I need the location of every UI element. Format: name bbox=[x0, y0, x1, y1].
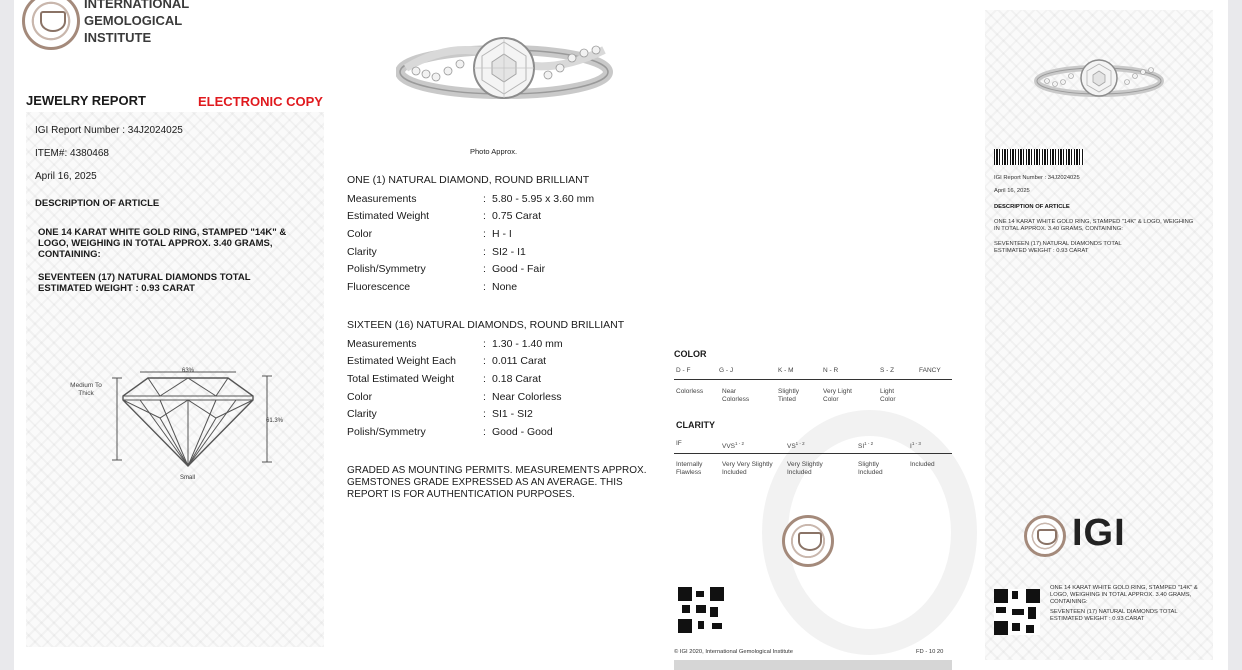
spec-value: Good - Good bbox=[492, 426, 553, 438]
spec-value: 0.011 Carat bbox=[492, 355, 547, 367]
clarity-label: Slightly Included bbox=[858, 461, 883, 476]
clarity-grade bbox=[722, 440, 744, 451]
color-label: Colorless bbox=[676, 388, 704, 395]
color-grade: G - J bbox=[719, 367, 734, 374]
description-article: ONE 14 KARAT WHITE GOLD RING, STAMPED "14K" & LOGO, WEIGHING IN TOTAL APPROX. 3.40 GRAMS, CONTAINING: bbox=[38, 227, 287, 260]
institute-name-line3: INSTITUTE bbox=[84, 30, 152, 45]
clarity-label: Internally Flawless bbox=[676, 461, 703, 476]
stub-description-article: ONE 14 KARAT WHITE GOLD RING, STAMPED "14K" & LOGO, WEIGHING IN TOTAL APPROX. 3.40 GRAMS, CONTAINING: bbox=[994, 219, 1194, 232]
clarity-grade-text: IF bbox=[676, 440, 682, 447]
color-label: Very Light Color bbox=[823, 388, 852, 403]
depth-percent-label: 61.3% bbox=[266, 418, 284, 424]
form-code: FD - 10 20 bbox=[916, 649, 944, 655]
qr-code bbox=[678, 587, 724, 633]
grading-note: GRADED AS MOUNTING PERMITS. MEASUREMENTS APPROX. GEMSTONES GRADE EXPRESSED AS AN AVERAGE. THIS REPORT IS FOR AUTHENTICATION PURPOSES. bbox=[347, 465, 647, 500]
stub-date: April 16, 2025 bbox=[994, 188, 1030, 194]
color-grade: N - R bbox=[823, 367, 839, 374]
ring-photo bbox=[396, 28, 614, 110]
clarity-grade-sup: 1 - 3 bbox=[911, 441, 921, 446]
spec-label: Color bbox=[347, 391, 373, 403]
color-grade: FANCY bbox=[919, 367, 941, 374]
clarity-label: Very Very Slightly Included bbox=[722, 461, 773, 476]
spec-label: Color bbox=[347, 228, 373, 240]
spec-label: Total Estimated Weight bbox=[347, 373, 455, 385]
clarity-grade bbox=[676, 440, 682, 448]
color-scale-heading: COLOR bbox=[674, 349, 707, 359]
clarity-grade bbox=[787, 440, 805, 451]
spec-value: Near Colorless bbox=[492, 391, 562, 403]
spec-label: Fluorescence bbox=[347, 281, 411, 293]
spec-label: Polish/Symmetry bbox=[347, 426, 426, 438]
photo-caption: Photo Approx. bbox=[470, 147, 518, 156]
description-diamonds: SEVENTEEN (17) NATURAL DIAMONDS TOTAL ESTIMATED WEIGHT : 0.93 CARAT bbox=[38, 272, 251, 294]
spec-label: Measurements bbox=[347, 338, 417, 350]
spec-value: SI2 - I1 bbox=[492, 246, 526, 258]
stub-description-heading: DESCRIPTION OF ARTICLE bbox=[994, 204, 1070, 210]
report-number: IGI Report Number : 34J2024025 bbox=[35, 125, 183, 136]
igi-logo-text: IGI bbox=[1072, 512, 1126, 554]
security-pattern-right bbox=[985, 10, 1213, 660]
color-label: Light Color bbox=[880, 388, 896, 403]
spec-value: SI1 - SI2 bbox=[492, 408, 533, 420]
spec-label: Clarity bbox=[347, 408, 377, 420]
institute-name-line2: GEMOLOGICAL bbox=[84, 13, 183, 28]
igi-seal-center bbox=[782, 515, 834, 567]
spec-value: Good - Fair bbox=[492, 263, 546, 275]
report-title: JEWELRY REPORT bbox=[26, 93, 146, 108]
description-heading: DESCRIPTION OF ARTICLE bbox=[35, 198, 160, 209]
igi-seal-stub bbox=[1024, 515, 1066, 557]
spec-value: 1.30 - 1.40 mm bbox=[492, 338, 563, 350]
color-grade: K - M bbox=[778, 367, 794, 374]
footer-bar bbox=[674, 660, 952, 670]
clarity-grade-text: I bbox=[910, 443, 912, 451]
spec-value: 5.80 - 5.95 x 3.60 mm bbox=[492, 193, 595, 205]
color-scale-rule bbox=[674, 379, 952, 380]
stub-ring-photo bbox=[1033, 54, 1165, 104]
center-stone-heading: ONE (1) NATURAL DIAMOND, ROUND BRILLIANT bbox=[347, 174, 590, 186]
color-label: Near Colorless bbox=[722, 388, 750, 403]
color-grade: D - F bbox=[676, 367, 691, 374]
spec-value: H - I bbox=[492, 228, 512, 240]
clarity-label: Very Slightly Included bbox=[787, 461, 823, 476]
clarity-grade-text: VS bbox=[787, 443, 796, 451]
spec-label: Estimated Weight Each bbox=[347, 355, 456, 367]
clarity-grade-text: SI bbox=[858, 443, 865, 451]
clarity-grade-text: VVS bbox=[722, 443, 736, 451]
item-number: ITEM#: 4380468 bbox=[35, 148, 109, 159]
culet-label: Small bbox=[180, 475, 196, 481]
color-grade: S - Z bbox=[880, 367, 895, 374]
stub-qr-text-diamonds: SEVENTEEN (17) NATURAL DIAMONDS TOTAL ESTIMATED WEIGHT : 0.93 CARAT bbox=[1050, 609, 1178, 622]
color-label: Slightly Tinted bbox=[778, 388, 799, 403]
clarity-grade bbox=[910, 440, 921, 451]
clarity-grade-sup: 1 - 2 bbox=[735, 441, 745, 446]
diamond-proportions-diagram bbox=[60, 358, 300, 483]
table-percent-label: 63% bbox=[182, 368, 195, 374]
institute-name-line1: INTERNATIONAL bbox=[84, 0, 190, 11]
stub-description-diamonds: SEVENTEEN (17) NATURAL DIAMONDS TOTAL ESTIMATED WEIGHT : 0.93 CARAT bbox=[994, 241, 1122, 254]
spec-value: 0.18 Carat bbox=[492, 373, 542, 385]
spec-label: Measurements bbox=[347, 193, 417, 205]
clarity-grade bbox=[858, 440, 873, 451]
stub-report-number: IGI Report Number : 34J2024025 bbox=[994, 175, 1080, 181]
spec-label: Estimated Weight bbox=[347, 210, 430, 222]
spec-label: Polish/Symmetry bbox=[347, 263, 426, 275]
clarity-grade-sup: 1 - 2 bbox=[795, 441, 805, 446]
girdle-label: Medium To Thick bbox=[70, 382, 102, 397]
spec-value: 0.75 Carat bbox=[492, 210, 542, 222]
spec-value: None bbox=[492, 281, 518, 293]
stub-qr-text-article: ONE 14 KARAT WHITE GOLD RING, STAMPED "14K" & LOGO, WEIGHING IN TOTAL APPROX. 3.40 GRAMS, CONTAINING: bbox=[1050, 585, 1198, 605]
report-date: April 16, 2025 bbox=[35, 171, 97, 182]
spec-label: Clarity bbox=[347, 246, 377, 258]
stub-barcode bbox=[994, 149, 1084, 165]
side-stones-heading: SIXTEEN (16) NATURAL DIAMONDS, ROUND BRILLIANT bbox=[347, 319, 625, 331]
institute-name bbox=[84, 0, 189, 46]
clarity-label: Included bbox=[910, 461, 935, 468]
stub-qr-code bbox=[994, 589, 1040, 635]
clarity-scale-heading: CLARITY bbox=[676, 420, 715, 430]
clarity-scale-rule bbox=[674, 453, 952, 454]
copyright-text: © IGI 2020, International Gemological Institute bbox=[674, 649, 793, 655]
clarity-grade-sup: 1 - 2 bbox=[864, 441, 874, 446]
electronic-copy-label: ELECTRONIC COPY bbox=[198, 94, 323, 109]
